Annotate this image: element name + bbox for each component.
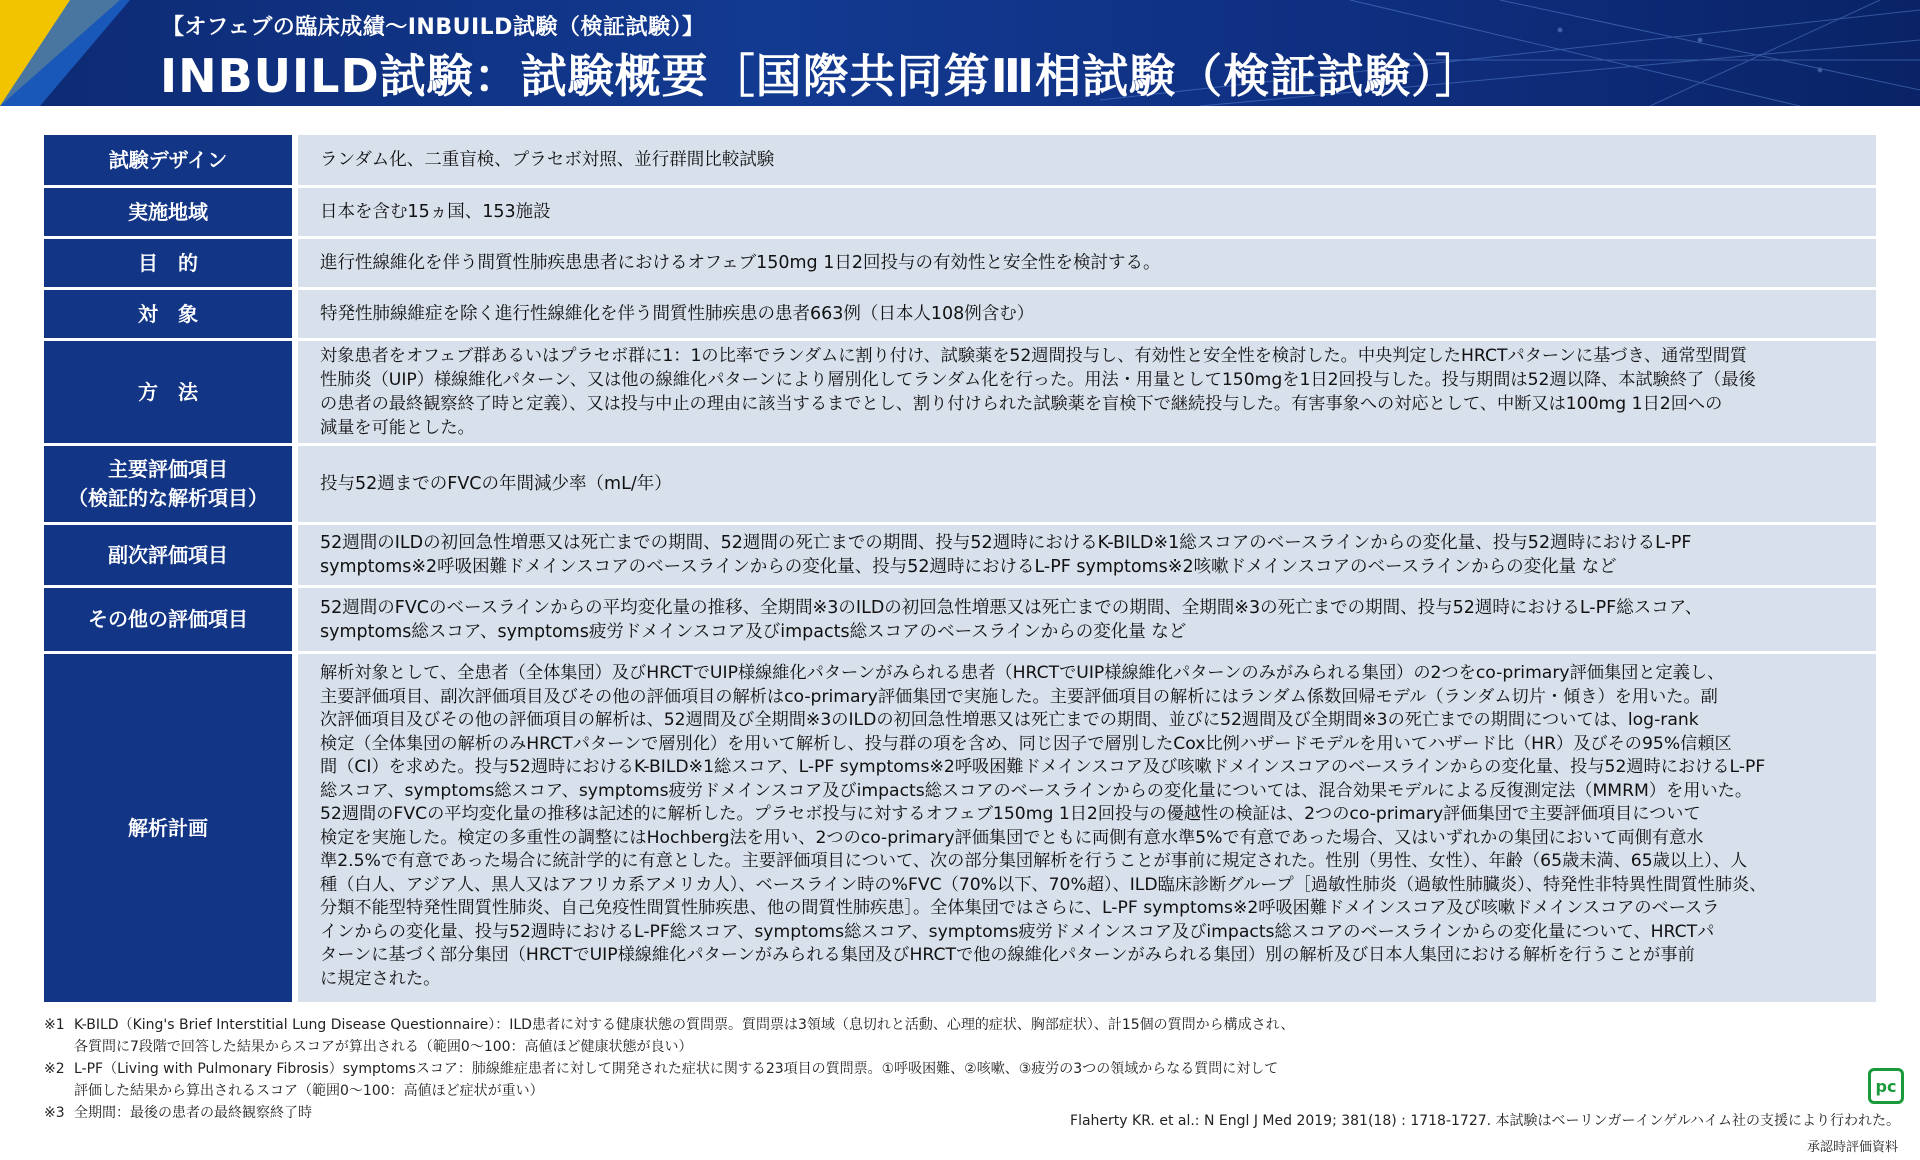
table-row-design: [44, 135, 1876, 185]
row-content: 52週間のILDの初回急性増悪又は死亡までの期間、52週間の死亡までの期間、投与52週時におけるK-BILD※1総スコアのベースラインからの変化量、投与52週時におけるL-PF symptoms※2呼吸困難ドメインスコアのベースラインからの変化量、投与52週時におけるL-PF symptoms※2咳嗽ドメインスコアのベースラインからの変化量 など: [298, 525, 1876, 585]
table-row-secondary-endpoint: [44, 525, 1876, 585]
row-content: 解析対象として、全患者（全体集団）及びHRCTでUIP様線維化パターンがみられる患者（HRCTでUIP様線維化パターンのみがみられる集団）の2つをco-primary評価集団と定義し、 主要評価項目、副次評価項目及びその他の評価項目の解析はco-primary評価集団で実施した。主要評価項目の解析にはランダム係数回帰モデル（ランダム切片・傾き）を用いた。副 次評価項目及びその他の評価項目の解析は、52週間及び全期間※3のILDの初回急性増悪又は死亡までの期間、並びに52週間及び全期間※3の死亡までの期間については、log-rank 検定（全体集団の解析のみHRCTパターンで層別化）を用いて解析し、投与群の項を含め、同じ因子で層別したCox比例ハザードモデルを用いてハザード比（HR）及びその95%信頼区 間（CI）を求めた。投与52週時におけるK-BILD※1総スコア、L-PF symptoms※2呼吸困難ドメインスコア及び咳嗽ドメインスコアのベースラインからの変化量、投与52週時におけるL-PF 総スコア、symptoms総スコア、symptoms疲労ドメインスコア及びimpacts総スコアのベースラインからの変化量については、混合効果モデルによる反復測定法（MMRM）を用いた。 52週間のFVCの平均変化量の推移は記述的に解析した。プラセボ投与に対するオフェブ150mg 1日2回投与の優越性の検証は、2つのco-primary評価集団で主要評価項目について 検定を実施した。検定の多重性の調整にはHochberg法を用い、2つのco-primary評価集団でともに両側有意水準5%で有意であった場合、又はいずれかの集団において両側有意水 準2.5%で有意であった場合に統計学的に有意とした。主要評価項目について、次の部分集団解析を行うことが事前に規定された。性別（男性、女性）、年齢（65歳未満、65歳以上）、人 種（白人、アジア人、黒人又はアフリカ系アメリカ人）、ベースライン時の%FVC（70%以下、70%超）、ILD臨床診断グループ［過敏性肺炎（過敏性肺臓炎）、特発性非特異性間質性肺炎、 分類不能型特発性間質性肺炎、自己免疫性間質性肺疾患、他の間質性肺疾患］。全体集団ではさらに、L-PF symptoms※2呼吸困難ドメインスコア及び咳嗽ドメインスコアのベースラ インからの変化量、投与52週時におけるL-PF総スコア、symptoms総スコア、symptoms疲労ドメインスコア及びimpacts総スコアのベースラインからの変化量について、HRCTパ ターンに基づく部分集団（HRCTでUIP様線維化パターンがみられる集団及びHRCTで他の線維化パターンがみられる集団）別の解析及び日本人集団における解析を行うことが事前 に規定された。: [298, 654, 1876, 1002]
header-banner: [0, 0, 1920, 106]
row-content: 投与52週までのFVCの年間減少率（mL/年）: [298, 446, 1876, 522]
row-content: 52週間のFVCのベースラインからの平均変化量の推移、全期間※3のILDの初回急性増悪又は死亡までの期間、全期間※3の死亡までの期間、投与52週時におけるL-PF総スコア、 symptoms総スコア、symptoms疲労ドメインスコア及びimpacts総スコアのベースラインからの変化量 など: [298, 588, 1876, 651]
brand-logo-icon: pc: [1868, 1068, 1904, 1104]
footnote-1: ※1 K-BILD（King's Brief Interstitial Lung Disease Questionnaire）：ILD患者に対する健康状態の質問票。質問票は3領域（息切れと活動、心理的症状、胸部症状）、計15個の質問から構成され、 各質問に7段階で回答した結果からスコアが算出される（範囲0〜100：高値ほど健康状態が良い）: [44, 1017, 1295, 1055]
footnote-3: ※3 全期間：最後の患者の最終観察終了時: [44, 1105, 312, 1121]
row-label: その他の評価項目: [44, 588, 292, 651]
header-subtitle: 【オフェブの臨床成績〜INBUILD試験（検証試験）】: [162, 15, 705, 40]
table-row-analysis-plan: [44, 654, 1876, 1002]
row-content: ランダム化、二重盲検、プラセボ対照、並行群間比較試験: [298, 135, 1876, 185]
page-title: INBUILD試験：試験概要［国際共同第Ⅲ相試験（検証試験）］: [160, 49, 1483, 103]
approval-note: 承認時評価資料: [1806, 1140, 1898, 1155]
study-overview-table: [44, 135, 1876, 1005]
row-label: 方 法: [44, 341, 292, 443]
footnotes: [44, 1014, 1444, 1124]
row-content: 特発性肺線維症を除く進行性線維化を伴う間質性肺疾患の患者663例（日本人108例含む）: [298, 290, 1876, 338]
header-accent-graphic: [0, 0, 130, 106]
row-content: 進行性線維化を伴う間質性肺疾患患者におけるオフェブ150mg 1日2回投与の有効性と安全性を検討する。: [298, 239, 1876, 287]
table-row-target: [44, 290, 1876, 338]
row-content: 対象患者をオフェブ群あるいはプラセボ群に1：1の比率でランダムに割り付け、試験薬を52週間投与し、有効性と安全性を検討した。中央判定したHRCTパターンに基づき、通常型間質 性肺炎（UIP）様線維化パターン、又は他の線維化パターンにより層別化してランダム化を行った。用法・用量として150mgを1日2回投与した。投与期間は52週以降、本試験終了（最後 の患者の最終観察終了時と定義）、又は投与中止の理由に該当するまでとし、割り付けられた試験薬を盲検下で継続投与した。有害事象への対応として、中断又は100mg 1日2回への 減量を可能とした。: [298, 341, 1876, 443]
row-label: 目 的: [44, 239, 292, 287]
footnote-2: ※2 L-PF（Living with Pulmonary Fibrosis）symptomsスコア：肺線維症患者に対して開発された症状に関する23項目の質問票。①呼吸困難、②咳嗽、③疲労の3つの領域からなる質問に対して 評価した結果から算出されるスコア（範囲0〜100：高値ほど症状が重い）: [44, 1061, 1279, 1099]
table-row-primary-endpoint: [44, 446, 1876, 522]
table-row-other-endpoint: [44, 588, 1876, 651]
table-row-method: [44, 341, 1876, 443]
row-label: 試験デザイン: [44, 135, 292, 185]
table-row-region: [44, 188, 1876, 236]
table-row-purpose: [44, 239, 1876, 287]
citation-text: Flaherty KR. et al.: N Engl J Med 2019; 381(18) : 1718-1727. 本試験はベーリンガーインゲルハイム社の支援により行われた。: [1070, 1113, 1900, 1129]
row-label: 解析計画: [44, 654, 292, 1002]
row-label: 副次評価項目: [44, 525, 292, 585]
row-label: 主要評価項目 （検証的な解析項目）: [44, 446, 292, 522]
row-content: 日本を含む15ヵ国、153施設: [298, 188, 1876, 236]
row-label: 対 象: [44, 290, 292, 338]
row-label: 実施地域: [44, 188, 292, 236]
